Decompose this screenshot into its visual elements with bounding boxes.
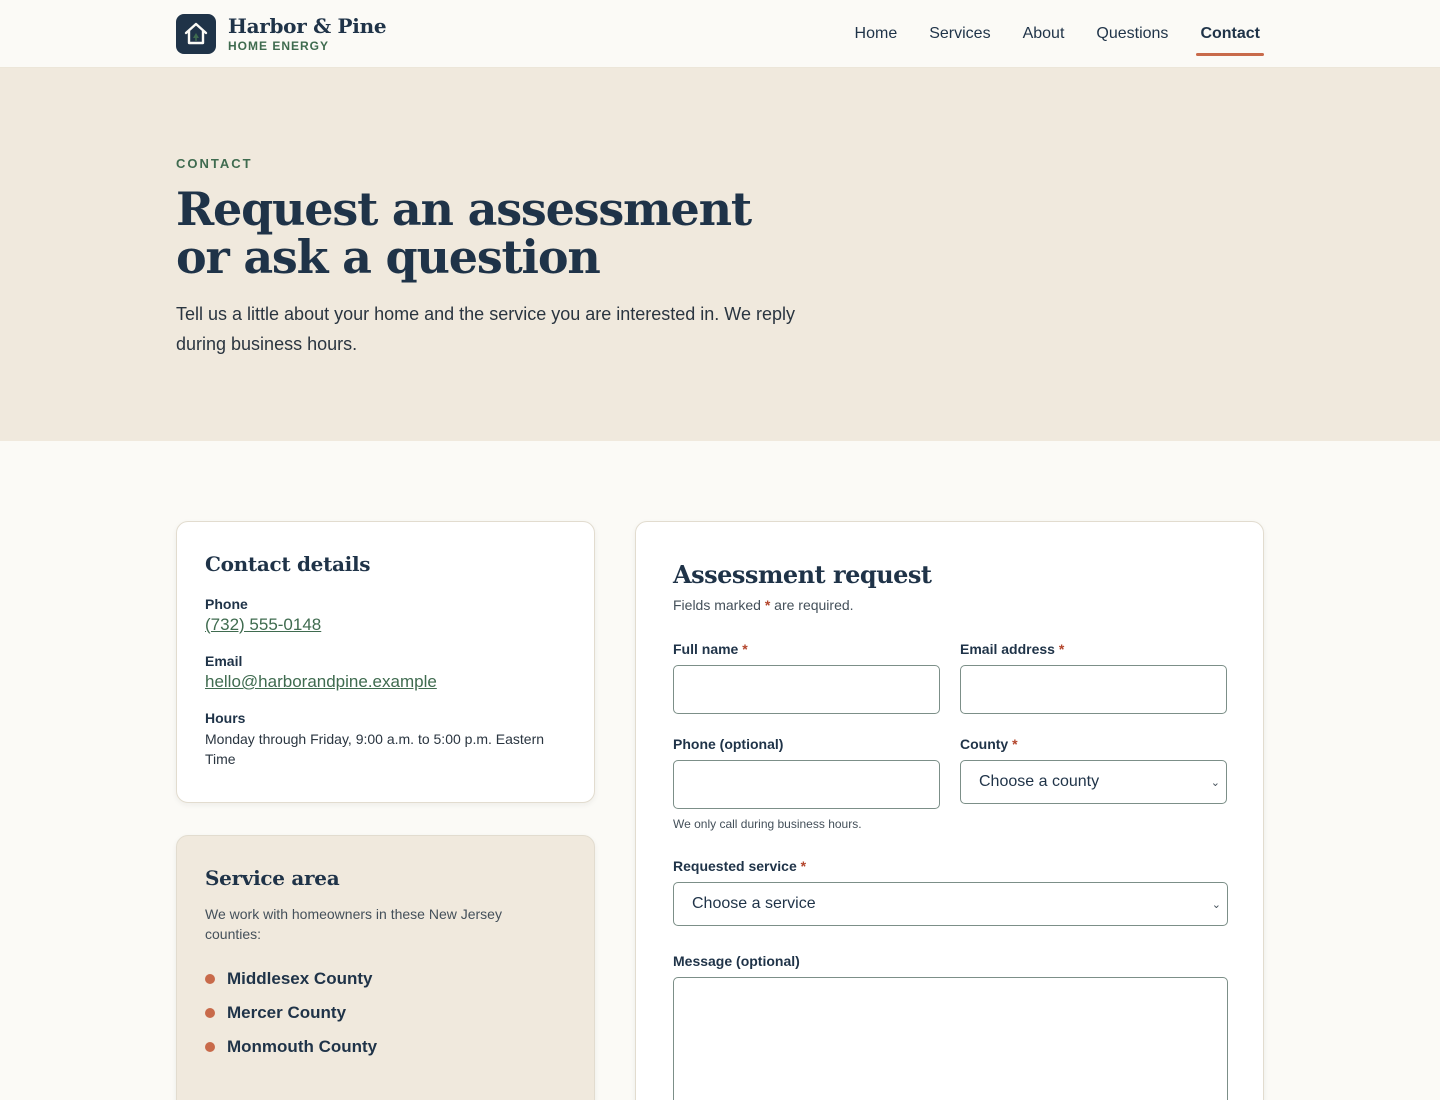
list-item [205,1030,566,1064]
county-name: Middlesex County [227,969,373,988]
phone-input[interactable] [673,760,940,809]
county-label: County * [960,736,1018,752]
nav-contact[interactable]: Contact [1184,0,1264,68]
phone-hint: We only call during business hours. [673,817,862,831]
phone-label: Phone [205,596,248,612]
main-content [0,441,1440,1100]
full-name-label: Full name * [673,641,748,657]
contact-details-title: Contact details [205,552,371,576]
county-list [205,962,566,1064]
county-selected-value: Choose a county [979,773,1100,790]
full-name-input[interactable] [673,665,940,714]
nav-home[interactable]: Home [854,25,898,42]
email-input[interactable] [960,665,1227,714]
hours-detail [205,710,566,769]
email-detail [205,653,566,692]
page-title-line-2: or ask a question [176,230,600,284]
hero-lead: Tell us a little about your home and the service you are interested in. We reply during business hours. [176,304,795,354]
email-address-label: Email address * [960,641,1065,657]
chevron-down-icon: ⌄ [1210,776,1220,789]
list-item [205,962,566,996]
service-select[interactable] [673,882,1228,926]
brand-name: Harbor & Pine [228,14,387,38]
list-item [205,996,566,1030]
nav-questions[interactable]: Questions [1096,25,1169,42]
required-marker: * [764,597,771,613]
brand-tagline: HOME ENERGY [228,39,330,53]
service-area-title: Service area [205,866,340,890]
phone-field-label: Phone (optional) [673,736,784,752]
phone-detail [205,596,566,635]
page-title-line-1: Request an assessment [176,182,751,236]
hours-text: Monday through Friday, 9:00 a.m. to 5:00 p.m. Eastern Time [205,731,545,767]
form-required-note [673,597,854,613]
county-field [960,736,1227,804]
form-note-after: are required. [774,597,854,613]
email-label: Email [205,653,243,669]
email-link[interactable]: hello@harborandpine.example [205,672,437,691]
county-name: Mercer County [227,1003,347,1022]
message-label: Message (optional) [673,953,800,969]
page-title [176,182,796,284]
hero-section [0,68,1440,441]
chevron-down-icon: ⌄ [1211,898,1221,911]
hours-label: Hours [205,710,246,726]
county-select[interactable] [960,760,1227,804]
county-name: Monmouth County [227,1037,378,1056]
service-selected-value: Choose a service [692,895,816,912]
phone-field [673,736,940,831]
house-icon [176,14,216,54]
form-note-before: Fields marked [673,597,761,613]
message-textarea[interactable] [673,977,1228,1100]
contact-details-card [176,521,595,803]
service-area-description: We work with homeowners in these New Jersey counties: [205,906,502,942]
full-name-field [673,641,940,714]
service-label: Requested service * [673,858,807,874]
form-title: Assessment request [673,560,932,589]
nav-services[interactable]: Services [929,25,991,42]
main-nav [839,0,1264,68]
site-header [0,0,1440,68]
message-field [673,953,1228,1100]
bullet-dot-icon [205,974,215,984]
brand-logo[interactable] [176,14,386,54]
hero-eyebrow: CONTACT [176,156,253,171]
service-area-card [176,835,595,1100]
bullet-dot-icon [205,1008,215,1018]
bullet-dot-icon [205,1042,215,1052]
service-field [673,858,1228,926]
phone-link[interactable]: (732) 555-0148 [205,615,322,634]
nav-about[interactable]: About [1022,25,1065,42]
assessment-form [635,521,1264,1100]
email-field [960,641,1227,714]
